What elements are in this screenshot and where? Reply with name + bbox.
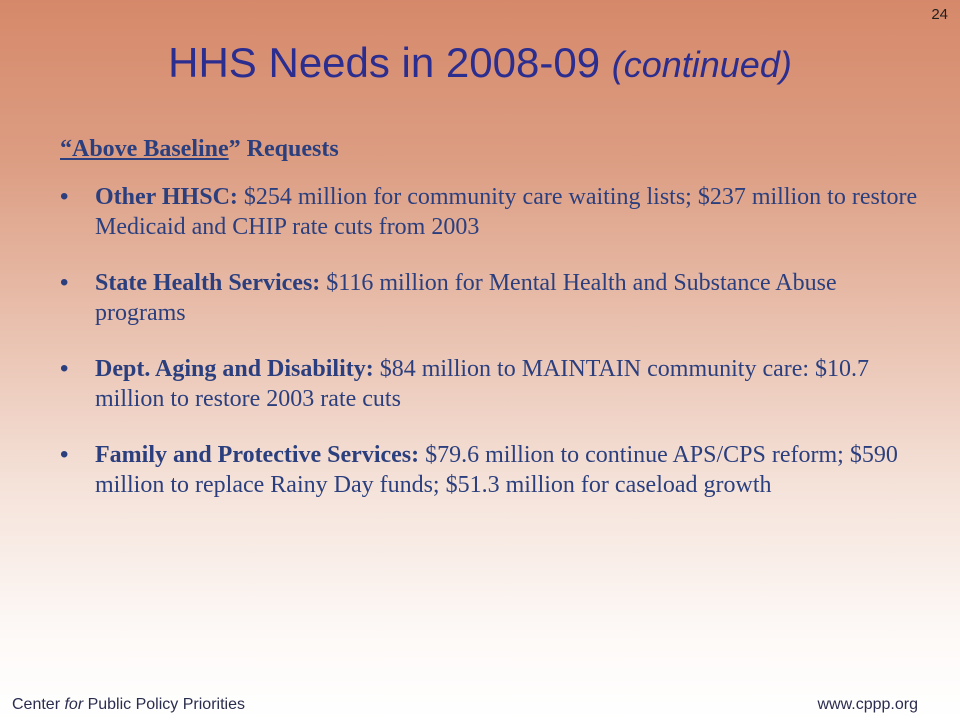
bullet-item-other-hhsc — [60, 182, 920, 242]
page-number: 24 — [931, 6, 948, 23]
open-quote: “ — [60, 136, 72, 162]
section-heading — [60, 134, 920, 164]
title-main: HHS Needs in 2008-09 — [168, 39, 601, 86]
section-heading-rest: Requests — [240, 136, 339, 162]
footer-org-pre: Center — [12, 696, 65, 713]
title-suffix: (continued) — [611, 44, 792, 85]
section-heading-underlined — [60, 136, 229, 162]
bullet-item-family-protective-services — [60, 440, 920, 500]
bullet-label: Dept. Aging and Disability: — [95, 356, 374, 382]
section-heading-emphasis: Above Baseline — [72, 136, 229, 162]
slide-content — [60, 134, 920, 526]
footer-url: www.cppp.org — [817, 696, 918, 713]
bullet-text: $116 million for Mental Health and Substance Abuse programs — [95, 270, 837, 326]
footer-org-for: for — [64, 696, 84, 713]
bullet-item-aging-disability — [60, 354, 920, 414]
slide-title — [0, 40, 960, 86]
bullet-label: State Health Services: — [95, 270, 321, 296]
bullet-label: Family and Protective Services: — [95, 442, 420, 468]
footer-org-post: Public Policy Priorities — [83, 696, 245, 713]
close-quote: ” — [228, 136, 241, 162]
bullet-text: $79.6 million to continue APS/CPS reform; $590 million to replace Rainy Day funds; $51.3 million for caseload growth — [95, 442, 898, 498]
bullet-item-state-health-services — [60, 268, 920, 328]
bullet-text: $84 million to MAINTAIN community care: $10.7 million to restore 2003 rate cuts — [95, 356, 870, 412]
bullet-list — [60, 182, 920, 500]
bullet-text: $254 million for community care waiting lists; $237 million to restore Medicaid and CHIP rate cuts from 2003 — [95, 184, 918, 240]
footer-organization — [12, 696, 245, 714]
bullet-label: Other HHSC: — [95, 184, 238, 210]
